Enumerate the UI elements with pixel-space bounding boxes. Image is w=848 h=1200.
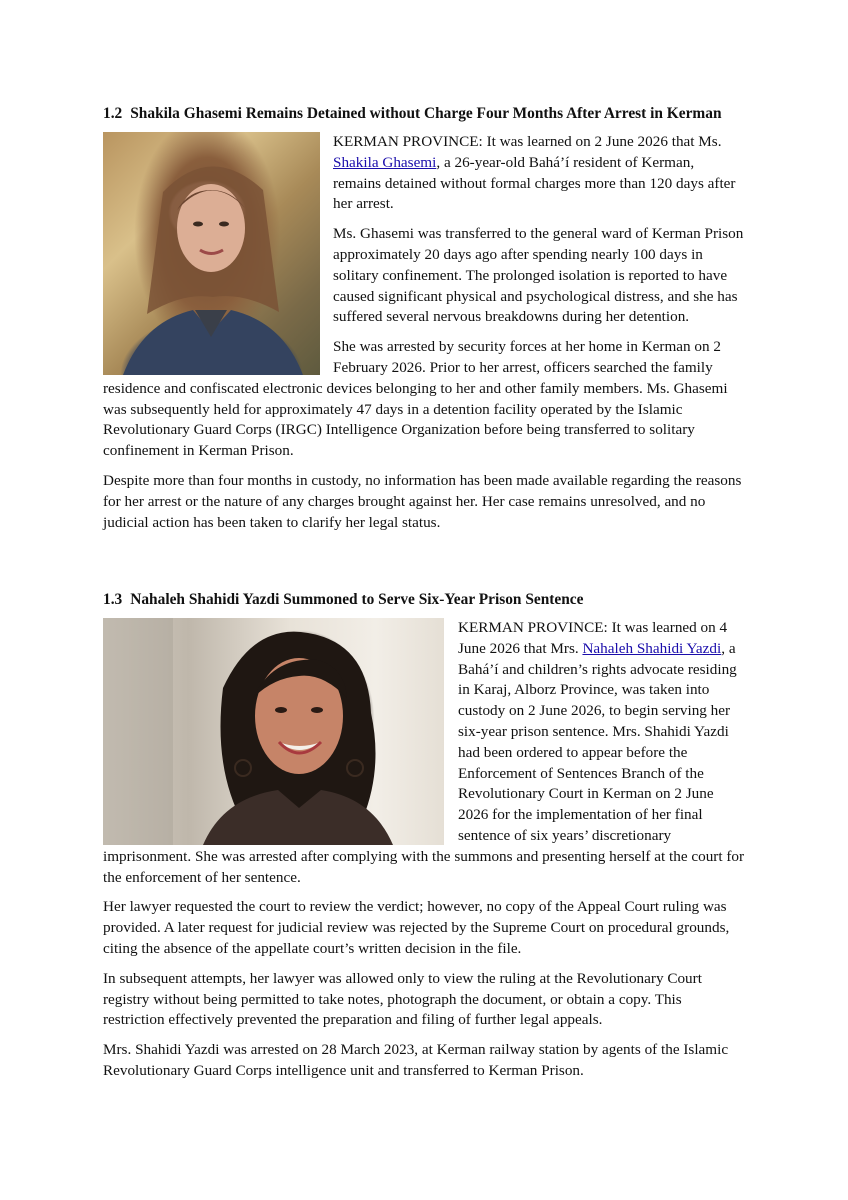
portrait-illustration bbox=[103, 132, 320, 375]
paragraph-2: Her lawyer requested the court to review the verdict; however, no copy of the Appeal Court ruling was provided. A later request for judicial review was rejected by the Supreme Court on procedural grounds, citing the absence of the appellate court’s written decision in the file. bbox=[103, 898, 730, 957]
paragraph-text: , a 26-year-old Bahá’í resident of Kerman, remains detained without formal charges more than 120 days after her arrest. bbox=[333, 153, 736, 213]
paragraph-3: She was arrested by security forces at her home in Kerman on 2 February 2026. Prior to her arrest, officers searched the family residence and confiscated electronic devices belonging to her and other family members. Ms. Ghasemi was subsequently held for approximately 47 days in a detention facility operated by the Islamic Revolutionary Guard Corps (IRGC) Intelligence Organization before being transferred to solitary confinement in Kerman Prison. bbox=[103, 338, 728, 460]
link-nahaleh-shahidi-yazdi[interactable]: Nahaleh Shahidi Yazdi bbox=[582, 639, 722, 657]
section-nahaleh-shahidi-yazdi bbox=[103, 590, 745, 1091]
paragraph-4: Despite more than four months in custody, no information has been made available regarding the reasons for her arrest or the nature of any charges brought against her. Her case remains unresolved, and no judicial action has been taken to clarify her legal status. bbox=[103, 471, 742, 531]
paragraph-text: , a Bahá’í and children’s rights advocate residing in Karaj, Alborz Province, was taken into custody on 2 June 2026, to begin serving her six-year prison sentence. Mrs. Shahidi Yazdi had been ordered to appear before the Enforcement of Sentences Branch of the Revolutionary Court in Kerman on 2 June 2026 for the implementation of her final sentence of six years’ discretionary imprisonment. She was arrested after complying with the summons and presenting herself at the court for the enforcement of her sentence. bbox=[103, 639, 745, 886]
section-heading bbox=[103, 590, 745, 610]
section-shakila-ghasemi bbox=[103, 104, 745, 542]
portrait-photo-shakila-ghasemi bbox=[103, 132, 320, 375]
portrait-illustration bbox=[103, 618, 444, 845]
portrait-photo-nahaleh-shahidi-yazdi bbox=[103, 618, 444, 845]
paragraph-text: KERMAN PROVINCE: It was learned on 4 June 2026 that Mrs. bbox=[458, 619, 728, 657]
paragraph-3: In subsequent attempts, her lawyer was allowed only to view the ruling at the Revolutionary Court registry without being permitted to take notes, photograph the document, or obtain a copy. This restriction effectively prevented the preparation and filing of further legal appeals. bbox=[103, 969, 702, 1029]
paragraph-2: Ms. Ghasemi was transferred to the general ward of Kerman Prison approximately 20 days ago after spending nearly 100 days in solitary confinement. The prolonged isolation is reported to have caused significant physical and psychological distress, and she has suffered several nervous breakdowns during her detention. bbox=[333, 225, 744, 326]
paragraph-4: Mrs. Shahidi Yazdi was arrested on 28 March 2023, at Kerman railway station by agents of the Islamic Revolutionary Guard Corps intelligence unit and transferred to Kerman Prison. bbox=[103, 1041, 729, 1079]
section-number: 1.3 bbox=[103, 591, 123, 608]
section-title: Nahaleh Shahidi Yazdi Summoned to Serve Six-Year Prison Sentence bbox=[130, 591, 584, 608]
section-heading bbox=[103, 104, 745, 124]
link-shakila-ghasemi[interactable]: Shakila Ghasemi bbox=[333, 153, 437, 171]
section-title: Shakila Ghasemi Remains Detained without Charge Four Months After Arrest in Kerman bbox=[130, 105, 722, 122]
paragraph-text: KERMAN PROVINCE: It was learned on 2 June 2026 that Ms. bbox=[333, 133, 722, 150]
section-number: 1.2 bbox=[103, 105, 123, 122]
